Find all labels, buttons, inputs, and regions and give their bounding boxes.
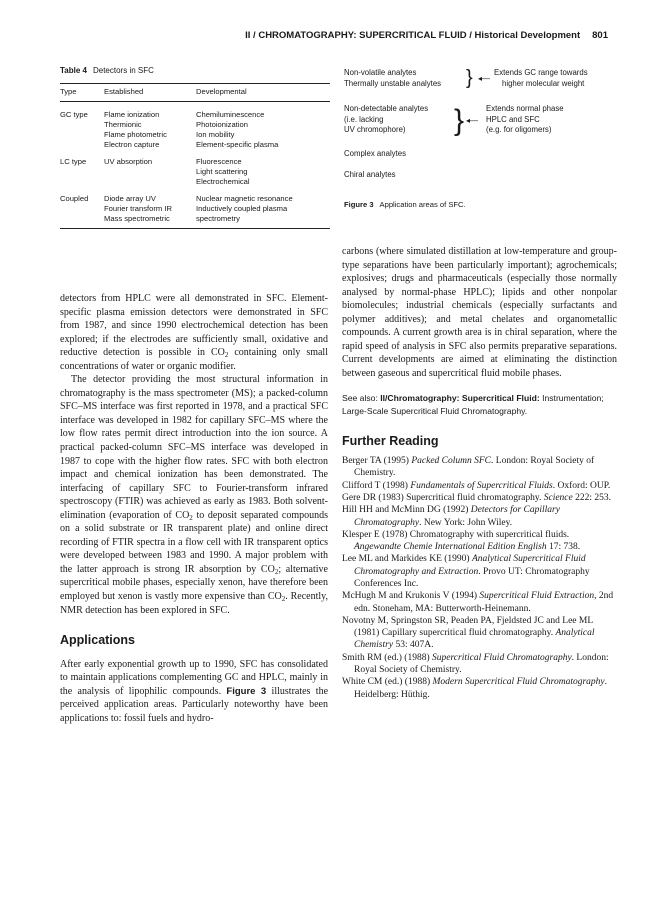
reference-item bbox=[342, 652, 617, 677]
ref-title: Detectors for Capillary Chromatography bbox=[354, 505, 560, 528]
ref-title: Analytical Chemistry bbox=[354, 628, 595, 651]
cell-established: Mass spectrometric bbox=[104, 214, 170, 223]
table-detectors bbox=[60, 66, 330, 229]
cell-type: LC type bbox=[60, 157, 87, 166]
subscript: 2 bbox=[189, 513, 193, 522]
ref-title: Angewandte Chemie International Edition English bbox=[354, 542, 547, 553]
col-header-developmental: Developmental bbox=[196, 87, 247, 96]
paragraph-detectors bbox=[60, 292, 328, 373]
ref-source: . Oxford: OUP. bbox=[552, 480, 611, 491]
reference-item bbox=[342, 529, 617, 554]
cell-developmental: Chemiluminescence bbox=[196, 110, 265, 119]
table-row bbox=[60, 194, 330, 204]
cell-established: Fourier transform IR bbox=[104, 204, 172, 213]
table-row bbox=[60, 214, 330, 224]
ref-title: Modern Supercritical Fluid Chromatography bbox=[432, 677, 605, 688]
section-heading-further-reading: Further Reading bbox=[342, 434, 439, 449]
reference-item bbox=[342, 553, 617, 590]
section-heading-applications: Applications bbox=[60, 633, 136, 648]
ref-authors: Berger TA (1995) bbox=[342, 456, 412, 467]
table-caption bbox=[60, 66, 330, 76]
figure-label: Figure 3 bbox=[344, 200, 374, 209]
see-also-link[interactable]: II/Chromatography: Supercritical Fluid: bbox=[380, 393, 540, 404]
ref-source: , 2nd edn. Stoneham, MA: Butterworth-Heinemann. bbox=[354, 591, 614, 614]
ref-authors: Lee ML and Markides KE (1990) bbox=[342, 554, 472, 565]
reference-item bbox=[342, 480, 617, 492]
reference-list bbox=[342, 455, 617, 701]
figure-caption-text: Application areas of SFC. bbox=[379, 200, 466, 209]
reference-item bbox=[342, 590, 617, 615]
running-header bbox=[60, 30, 608, 41]
figure-text-nondetectable: Non-detectable analytes bbox=[344, 104, 429, 113]
text-run: ; alternative supercritical mobile phases, especially xenon, have therefore been employed but xenon is vastly more expensive than CO bbox=[60, 563, 328, 603]
table-row bbox=[60, 130, 330, 140]
cell-developmental: spectrometry bbox=[196, 214, 240, 223]
table-row bbox=[60, 102, 330, 120]
reference-item bbox=[342, 455, 617, 480]
cell-type: GC type bbox=[60, 110, 88, 119]
text-run: . Recently, NMR detection has been explored in SFC. bbox=[60, 591, 328, 616]
table-label: Table 4 bbox=[60, 66, 87, 75]
arrow-left-icon: ◂— bbox=[466, 116, 479, 125]
ref-title: Science bbox=[543, 492, 573, 503]
figure-text-uv-chromophore: UV chromophore) bbox=[344, 125, 406, 134]
figure-text-lacking: (i.e. lacking bbox=[344, 114, 384, 124]
ref-authors: White CM (ed.) (1988) bbox=[342, 677, 433, 688]
table-row bbox=[60, 177, 330, 187]
cell-developmental: Element-specific plasma bbox=[196, 140, 279, 149]
table-row bbox=[60, 140, 330, 150]
running-title: II / CHROMATOGRAPHY: SUPERCRITICAL FLUID / Historical Development bbox=[245, 30, 581, 41]
cell-developmental: Inductively coupled plasma bbox=[196, 204, 288, 213]
ref-title: Supercritical Fluid Extraction bbox=[479, 591, 595, 602]
cell-established: Flame photometric bbox=[104, 130, 167, 139]
paragraph-mass-spectrometer bbox=[60, 373, 328, 617]
cell-developmental: Ion mobility bbox=[196, 130, 235, 139]
ref-source: . Heidelberg: Hüthig. bbox=[354, 677, 608, 700]
paragraph-applications bbox=[60, 658, 328, 726]
figure-text-nonvolatile: Non-volatile analytes bbox=[344, 68, 417, 77]
figure-text-extends-gc: Extends GC range towards bbox=[494, 68, 588, 77]
figure-text-complex: Complex analytes bbox=[344, 149, 406, 158]
ref-source: 53: 407A. bbox=[393, 640, 434, 651]
see-also-label: See also: bbox=[342, 393, 381, 404]
cell-developmental: Fluorescence bbox=[196, 157, 242, 166]
ref-authors: Novotny M, Springston SR, Peaden PA, Fjeldsted JC and Lee ML (1981) Capillary supercritical fluid chromatography. bbox=[342, 615, 593, 639]
subscript: 2 bbox=[224, 351, 229, 360]
cell-developmental: Photoionization bbox=[196, 120, 248, 129]
ref-source: . London: Royal Society of Chemistry. bbox=[354, 652, 609, 676]
ref-source: 222: 253. bbox=[572, 492, 612, 503]
text-run: detectors from HPLC were all demonstrated in SFC. Element-specific plasma emission detectors were demonstrated in SFC from 1987, and since 1990 electrochemical detection has been explored; if the electrodes are sufficiently small, oxidative and reductive detection is possible in CO bbox=[60, 293, 328, 359]
cell-established: Flame ionization bbox=[104, 110, 160, 119]
cell-type: Coupled bbox=[60, 194, 89, 203]
ref-authors: Smith RM (ed.) (1988) bbox=[342, 652, 432, 663]
col-header-type: Type bbox=[60, 87, 77, 96]
ref-title: Analytical Supercritical Fluid Chromatography and Extraction bbox=[354, 554, 586, 577]
text-run: to deposit separated compounds on a solid substrate or IR transparent plate) and online direct recording of FTIR spectra in a flow cell with IR transparent optics were developed between 1983 and 1990. A major problem with the latter approach is strong IR absorption by CO bbox=[60, 509, 328, 575]
table-row bbox=[60, 167, 330, 177]
ref-authors: Klesper E (1978) Chromatography with supercritical fluids. bbox=[342, 529, 570, 540]
see-also bbox=[342, 392, 617, 417]
text-run: The detector providing the most structural information in chromatography is the mass spectrometer (MS); a packed-column SFC–MS interface was first reported in 1978, and a practical SFC interface was developed in 1982 for capillary SFC–MS where the low flow rates permit direct introduction into the ion source. A practical packed-column SFC–MS interface was developed in 1987 to cope with the higher flow rates. SFC with both electron impact and chemical ionization has been demonstrated. The interfacing of capillary SFC to Fourier-transform infrared spectroscopy (FTIR) was achieved as early as 1983. Both solvent-elimination (evaporation of CO bbox=[60, 374, 328, 521]
ref-source: . Provo UT: Chromatography Conferences Inc. bbox=[354, 566, 590, 589]
right-brace-icon: } bbox=[454, 104, 465, 137]
table-header-row bbox=[60, 84, 330, 102]
reference-item bbox=[342, 504, 617, 529]
ref-title: Supercritical Fluid Chromatography bbox=[431, 652, 572, 663]
text-run: After early exponential growth up to 1990, SFC has consolidated to maintain applications complementing GC and HPLC, mainly in the analysis of lipophilic compounds. bbox=[60, 658, 328, 697]
ref-authors: McHugh M and Krukonis V (1994) bbox=[342, 591, 480, 602]
detectors-table bbox=[60, 84, 330, 229]
text-run: containing only small concentrations of water or organic modifier. bbox=[60, 347, 328, 372]
figure-caption bbox=[344, 200, 466, 210]
ref-title: Fundamentals of Supercritical Fluids bbox=[410, 480, 553, 491]
table-row bbox=[60, 204, 330, 214]
cell-established: Thermionic bbox=[104, 120, 142, 129]
ref-authors: Hill HH and McMinn DG (1992) bbox=[342, 505, 471, 516]
figure-text-higher-mw: higher molecular weight bbox=[502, 78, 585, 88]
figure-text-extends-normal-phase: Extends normal phase bbox=[486, 104, 564, 113]
see-also-rest[interactable]: Instrumentation; Large-Scale Supercritical Fluid Chromatography. bbox=[342, 393, 604, 416]
reference-item bbox=[342, 615, 617, 652]
cell-developmental: Light scattering bbox=[196, 167, 248, 176]
right-brace-icon: } bbox=[466, 67, 473, 89]
figure-ref-link[interactable]: Figure 3 bbox=[226, 685, 267, 697]
right-column bbox=[342, 245, 617, 701]
ref-source: 17: 738. bbox=[546, 542, 581, 553]
left-column bbox=[60, 292, 328, 725]
text-run: illustrates the perceived application areas. Particularly noteworthy have been applications to: fossil fuels and hydro- bbox=[60, 685, 329, 724]
table-title: Detectors in SFC bbox=[92, 66, 154, 75]
figure-text-hplc-sfc: HPLC and SFC bbox=[486, 114, 540, 124]
page-number: 801 bbox=[592, 30, 608, 41]
cell-developmental: Nuclear magnetic resonance bbox=[196, 194, 293, 203]
ref-authors: Clifford T (1998) bbox=[342, 480, 411, 491]
cell-established: Diode array UV bbox=[104, 194, 156, 203]
figure-text-oligomers: (e.g. for oligomers) bbox=[486, 125, 552, 134]
ref-authors: Gere DR (1983) Supercritical fluid chromatography. bbox=[342, 492, 544, 503]
cell-established: Electron capture bbox=[104, 140, 160, 149]
subscript: 2 bbox=[274, 567, 279, 576]
paragraph-hydrocarbons: carbons (where simulated distillation at low-temperature and group-type separations have been particularly important); agrochemicals; explosives; drugs and pharmaceuticals (especially those normally analysed by normal-phase HPLC); lipids and other nonpolar biomolecules; industrial chemicals (especially surfactants and polymer additives); and metal chelates and organometallic compounds. A current growth area is in chiral separation, where the rapid speed of analysis in SFC also permits preparative separations. Current developments are aimed at eliminating the distinction between gaseous and supercritical fluid mobile phases. bbox=[342, 246, 617, 379]
cell-developmental: Electrochemical bbox=[196, 177, 250, 186]
arrow-left-icon: ◂— bbox=[478, 74, 491, 83]
cell-established: UV absorption bbox=[104, 157, 153, 166]
ref-source: . London: Royal Society of Chemistry. bbox=[354, 456, 595, 479]
table-row bbox=[60, 157, 330, 167]
reference-item bbox=[342, 676, 617, 701]
table-row bbox=[60, 120, 330, 130]
subscript: 2 bbox=[281, 595, 286, 604]
col-header-established: Established bbox=[104, 87, 144, 96]
ref-source: . New York: John Wiley. bbox=[419, 517, 513, 528]
figure-text-thermally-unstable: Thermally unstable analytes bbox=[344, 78, 442, 88]
figure-text-chiral: Chiral analytes bbox=[344, 170, 396, 179]
ref-title: Packed Column SFC bbox=[411, 456, 492, 467]
reference-item bbox=[342, 492, 617, 504]
